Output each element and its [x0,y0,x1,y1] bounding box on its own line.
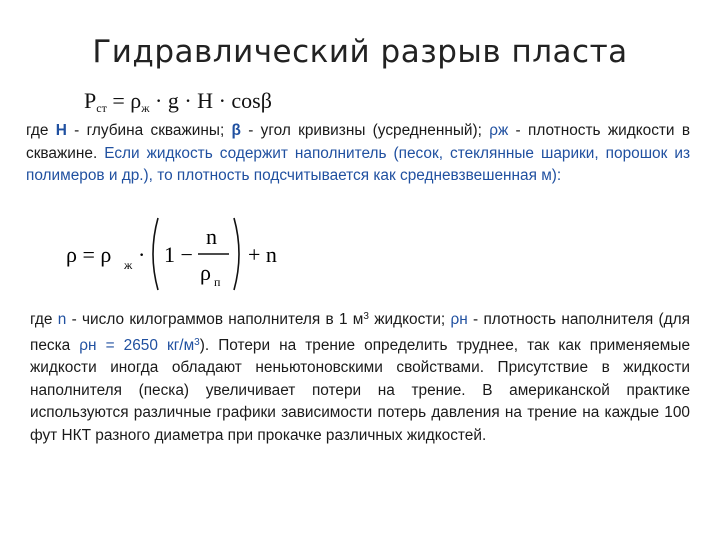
left-paren [153,218,158,290]
right-paren [234,218,239,290]
formula2-numerator: n [206,224,217,249]
text-fragment: - плотность наполнителя (для песка [30,311,690,354]
symbol-rho-n: ρн [450,311,468,328]
formula2-dot: · [138,242,146,267]
sand-density: ρн = 2650 кг/м [79,336,195,354]
formula-rho-sub: ж [141,101,150,115]
formula2-plus-n: + n [248,242,277,267]
text-fragment: - угол кривизны (усредненный); [240,122,490,139]
formula-p: P [84,88,97,113]
formula2-one-minus: 1 − [164,242,193,267]
formula2-lhs: ρ = ρ [66,242,112,267]
symbol-rho-zh: ρж [489,122,509,139]
text-fragment: где [26,122,56,139]
blue-text: Если жидкость содержит наполнитель (песок, стеклянные шарики, порошок из полимеров и др.), то плотность подсчитывается как средневзвешенная м): [26,144,691,184]
symbol-beta: β [231,122,241,139]
formula-rho: ρ [130,88,142,113]
superscript: 3 [363,311,369,322]
paragraph-definitions [26,120,690,188]
formula2-sub-zh: ж [124,258,133,272]
superscript: 3 [194,336,200,348]
formula-eq: = [106,88,131,113]
slide-title: Гидравлический разрыв пласта [92,34,628,70]
text-fragment: - глубина скважины; [66,122,232,139]
paragraph-friction [30,306,690,447]
symbol-n: n [57,311,67,328]
formula2-denominator: ρ [200,260,211,285]
density-formula [66,214,286,294]
formula-rest: · g · H · cosβ [149,88,272,113]
formula-p-sub: ст [96,101,107,115]
text-fragment: ). Потери на трение определить труднее, так как применяемые жидкости иногда обладают неньютоновскими свойствами. Присутствие в жидкости наполнителя (песка) увеличивает потери на трение. В американской практике используются различные графики зависимости потерь давления на трение на каждые 100 фут НКТ разного диаметра при прокачке различных жидкостей. [30,336,690,444]
symbol-h: H [55,122,67,139]
text-fragment: где [30,311,58,328]
text-fragment: - плотность жидкости в скважине. [26,122,691,162]
text-fragment: - число килограммов наполнителя в 1 м [66,311,364,328]
pressure-formula [84,88,272,116]
formula2-sub-p: п [214,275,221,289]
text-fragment: жидкости; [368,311,451,328]
